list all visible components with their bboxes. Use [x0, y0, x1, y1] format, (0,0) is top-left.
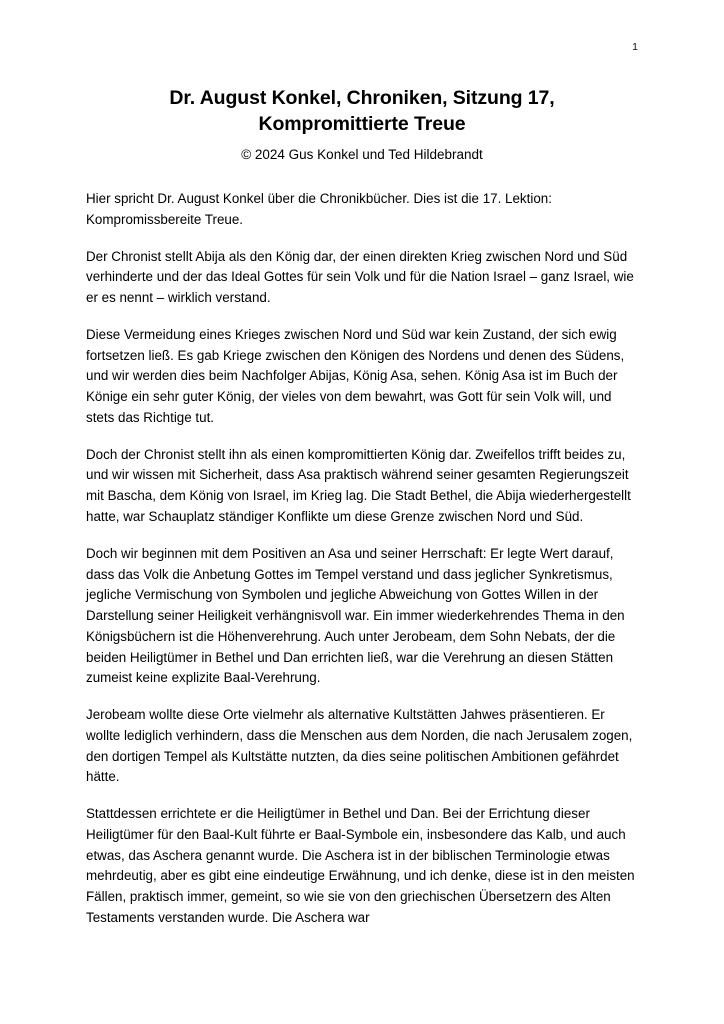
body-text: [86, 189, 638, 929]
paragraph: Diese Vermeidung eines Krieges zwischen Nord und Süd war kein Zustand, der sich ewig fortsetzen ließ. Es gab Kriege zwischen den Königen des Nordens und denen des Südens, und wir werden dies beim Nachfolger Abijas, König Asa, sehen. König Asa ist im Buch der Könige ein sehr guter König, der vieles von dem bewahrt, was Gott für sein Volk will, und stets das Richtige tut.: [86, 326, 625, 425]
page-number: 1: [632, 41, 638, 53]
page-title-line-1: Dr. August Konkel, Chroniken, Sitzung 17,: [169, 87, 555, 109]
paragraph: Jerobeam wollte diese Orte vielmehr als alternative Kultstätten Jahwes präsentieren. Er wollte lediglich verhindern, dass die Menschen aus dem Norden, die nach Jerusalem zogen, den dortigen Tempel als Kultstätte nutzten, da dies seine politischen Ambitionen gefährdet hätte.: [86, 707, 633, 785]
paragraph: Doch wir beginnen mit dem Positiven an Asa und seiner Herrschaft: Er legte Wert darauf, dass das Volk die Anbetung Gottes im Tempel verstand und dass jeglicher Synkretismus, jegliche Vermischung von Symbolen und jegliche Abweichung von Gottes Willen in der Darstellung seiner Heiligkeit verhängnisvoll war. Ein immer wiederkehrendes Thema in den Königsbüchern ist die Höhenverehrung. Auch unter Jerobeam, dem Sohn Nebats, der die beiden Heiligtümer in Bethel und Dan errichten ließ, war die Verehrung an diesen Stätten zumeist keine explizite Baal-Verehrung.: [86, 545, 625, 686]
paragraph: Der Chronist stellt Abija als den König dar, der einen direkten Krieg zwischen Nord und Süd verhinderte und der das Ideal Gottes für sein Volk und für die Nation Israel – ganz Israel, wie er es nennt – wirklich verstand.: [86, 248, 634, 306]
page-title: [86, 86, 638, 137]
paragraph: Stattdessen errichtete er die Heiligtümer in Bethel und Dan. Bei der Errichtung dieser Heiligtümer für den Baal-Kult führte er Baal-Symbole ein, insbesondere das Kalb, und auch etwas, das Aschera genannt wurde. Die Aschera ist in der biblischen Terminologie etwas mehrdeutig, aber es gibt eine eindeutige Erwähnung, und ich denke, diese ist in den meisten Fällen, praktisch immer, gemeint, so wie sie von den griechischen Übersetzern des Alten Testaments verstanden wurde. Die Aschera war: [86, 806, 635, 925]
document-content: [86, 86, 638, 929]
paragraph: Doch der Chronist stellt ihn als einen kompromittierten König dar. Zweifellos trifft beides zu, und wir wissen mit Sicherheit, dass Asa praktisch während seiner gesamten Regierungszeit mit Bascha, dem König von Israel, im Krieg lag. Die Stadt Bethel, die Abija wiederhergestellt hatte, war Schauplatz ständiger Konflikte um diese Grenze zwischen Nord und Süd.: [86, 446, 631, 524]
page-title-line-2: Kompromittierte Treue: [258, 112, 466, 135]
paragraph: Hier spricht Dr. August Konkel über die Chronikbücher. Dies ist die 17. Lektion: Kompromissbereite Treue.: [86, 191, 552, 227]
copyright-line: © 2024 Gus Konkel und Ted Hildebrandt: [241, 147, 483, 163]
